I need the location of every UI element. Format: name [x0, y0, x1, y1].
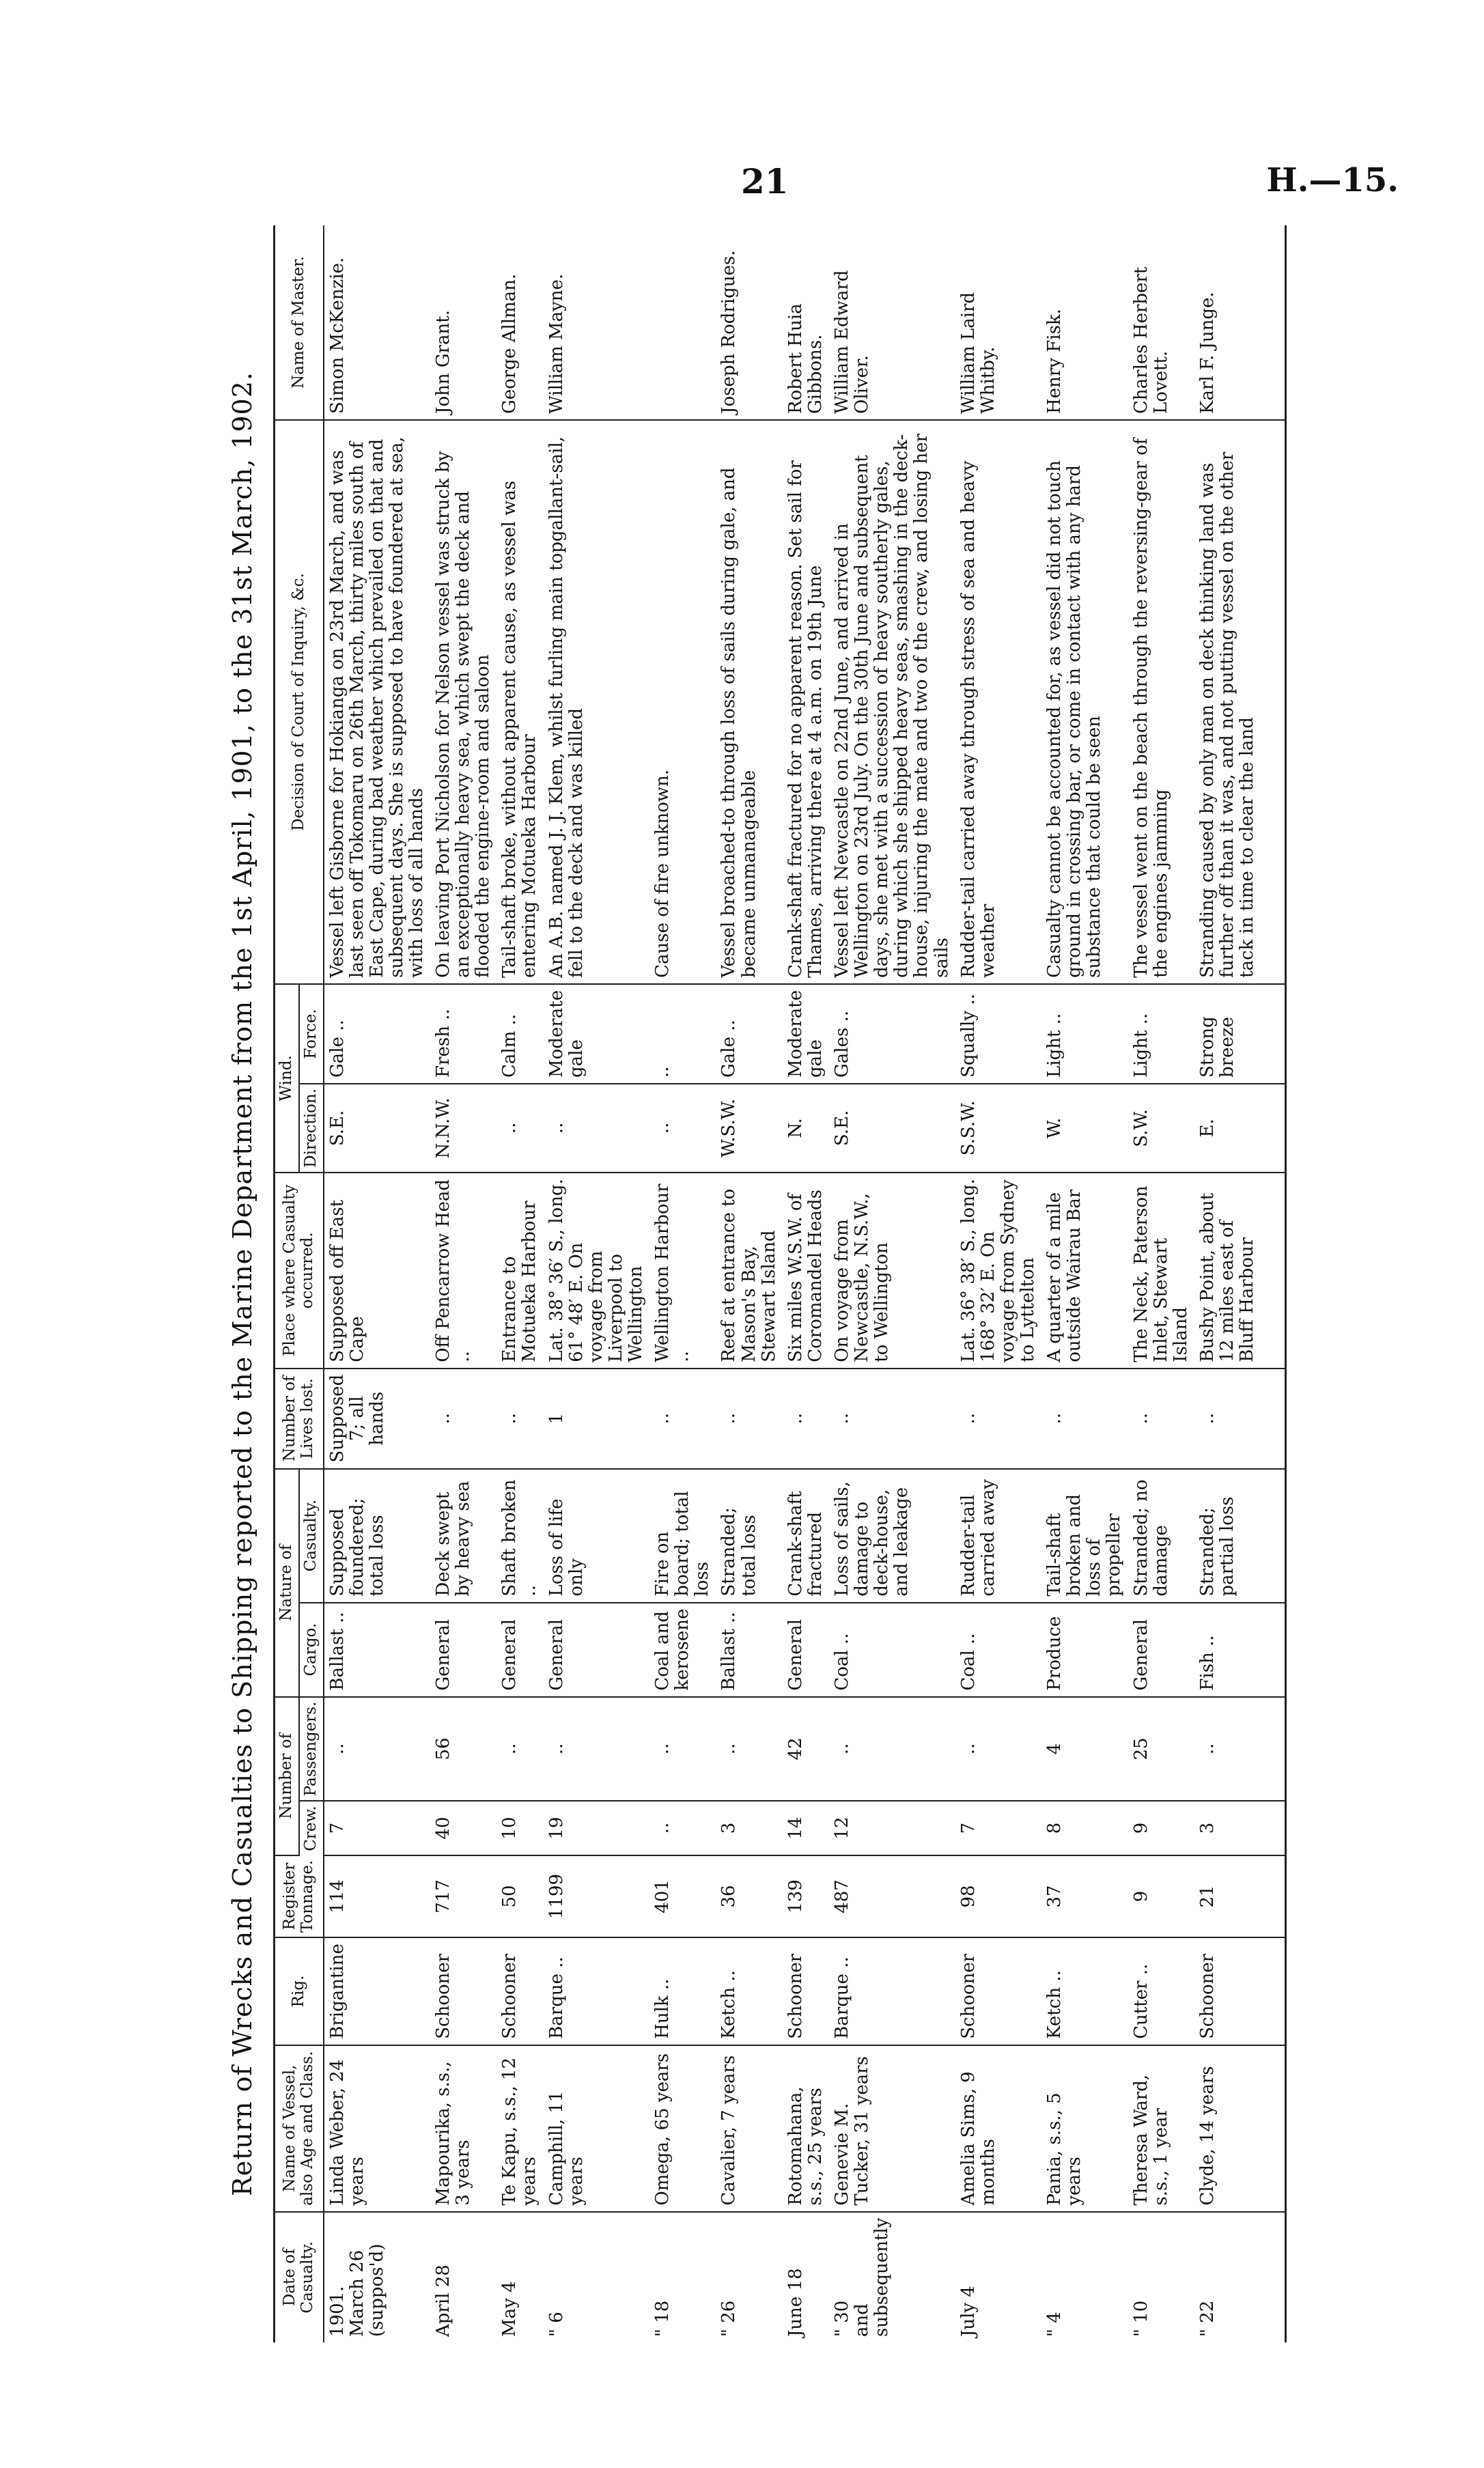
header-wind-direction: Direction. [299, 1084, 324, 1173]
cell-wind-force: Squally .. [955, 984, 1041, 1084]
cell-tonnage: 21 [1194, 1855, 1286, 1937]
cell-date: " 18 [652, 2300, 673, 2337]
cell-date: " 22 [1194, 2212, 1286, 2342]
cell-vessel: Mapourika, s.s., 3 years [430, 2045, 496, 2212]
cell-passengers: 4 [1041, 1697, 1128, 1801]
cell-wind-direction: N.N.W. [430, 1084, 496, 1173]
cell-casualty: Shaft broken .. [496, 1469, 543, 1603]
header-crew: Crew. [299, 1801, 324, 1855]
cell-tonnage: 114 [324, 1855, 431, 1937]
cell-crew: 12 [829, 1801, 955, 1855]
cell-lives-lost: Supposed 7; all hands [324, 1369, 431, 1469]
cell-crew: 7 [324, 1801, 431, 1855]
cell-passengers: 56 [430, 1697, 496, 1801]
cell-cargo: Produce [1041, 1603, 1128, 1697]
cell-passengers: .. [496, 1697, 543, 1801]
cell-casualty: Rudder-tail carried away [955, 1469, 1041, 1603]
cell-lives-lost: .. [716, 1369, 782, 1469]
header-cargo: Cargo. [299, 1603, 324, 1697]
cell-master: Henry Fisk. [1041, 225, 1128, 420]
cell-lives-lost: .. [783, 1369, 829, 1469]
cell-date: " 26 [718, 2300, 740, 2337]
cell-wind-direction: .. [496, 1084, 543, 1173]
cell-casualty: Crank-shaft fractured [783, 1469, 829, 1603]
cell-lives-lost: .. [430, 1369, 496, 1469]
cell-wind-force: Strong breeze [1194, 984, 1286, 1084]
cell-master: Karl F. Junge. [1194, 225, 1286, 420]
cell-casualty: Stranded; no damage [1128, 1469, 1194, 1603]
cell-tonnage: 401 [649, 1855, 716, 1937]
cell-vessel: Clyde, 14 years [1194, 2045, 1286, 2212]
cell-passengers: 25 [1128, 1697, 1194, 1801]
casualty-table [273, 225, 1287, 2342]
header-casualty: Casualty. [299, 1469, 324, 1603]
header-passengers: Passengers. [299, 1697, 324, 1801]
cell-cargo: Coal .. [955, 1603, 1041, 1697]
cell-place: Entrance to Motueka Harbour [496, 1173, 543, 1369]
cell-master: William Laird Whitby. [955, 225, 1041, 420]
header-tonnage: Register Tonnage. [275, 1855, 324, 1937]
cell-rig: Barque .. [829, 1937, 955, 2045]
cell-vessel: Theresa Ward, s.s., 1 year [1128, 2045, 1194, 2212]
cell-cargo: Ballast .. [324, 1603, 431, 1697]
cell-vessel: Pania, s.s., 5 years [1041, 2045, 1128, 2212]
cell-passengers: .. [829, 1697, 955, 1801]
table-row [496, 225, 543, 2342]
cell-rig: Schooner [1194, 1937, 1286, 2045]
cell-wind-force: Light .. [1128, 984, 1194, 1084]
cell-decision: Vessel left Gisborne for Hokianga on 23rd March, and was last seen off Tokomaru on 26th March, thirty miles south of East Cape, during bad weather which prevailed on that and subsequent days. She is supposed to have foundered at sea, with loss of all hands [324, 420, 431, 984]
cell-lives-lost: .. [1194, 1369, 1286, 1469]
cell-crew: 10 [496, 1801, 543, 1855]
cell-cargo: General [430, 1603, 496, 1697]
cell-passengers: .. [955, 1697, 1041, 1801]
cell-crew: 3 [1194, 1801, 1286, 1855]
cell-wind-force: Fresh .. [430, 984, 496, 1084]
cell-casualty: Stranded; partial loss [1194, 1469, 1286, 1603]
cell-tonnage: 98 [955, 1855, 1041, 1937]
cell-wind-force: Gales .. [829, 984, 955, 1084]
cell-wind-direction: W. [1041, 1084, 1128, 1173]
cell-decision: Stranding caused by only man on deck thinking land was further off than it was, and not putting vessel on the other tack in time to clear the land [1194, 420, 1286, 984]
cell-wind-direction: S.S.W. [955, 1084, 1041, 1173]
cell-lives-lost: .. [649, 1369, 716, 1469]
cell-tonnage: 717 [430, 1855, 496, 1937]
rotated-table-region [212, 225, 1400, 2342]
cell-master [649, 225, 716, 420]
cell-place: Lat. 38° 36′ S., long. 61° 48′ E. On voyage from Liverpool to Wellington [544, 1173, 650, 1369]
cell-place: On voyage from Newcastle, N.S.W., to Wellington [829, 1173, 955, 1369]
cell-rig: Schooner [783, 1937, 829, 2045]
cell-decision: Casualty cannot be accounted for, as vessel did not touch ground in crossing bar, or come in contact with any hard substance that could be seen [1041, 420, 1128, 984]
cell-decision: An A.B. named J. J. Klem, whilst furling main topgallant-sail, fell to the deck and was killed [544, 420, 650, 984]
cell-casualty: Stranded; total loss [716, 1469, 782, 1603]
cell-cargo: Coal .. [829, 1603, 955, 1697]
cell-decision: Cause of fire unknown. [649, 420, 716, 984]
cell-casualty: Supposed foundered; total loss [324, 1469, 431, 1603]
cell-casualty: Loss of sails, damage to deck-house, and leakage [829, 1469, 955, 1603]
cell-master: Robert Huia Gibbons. [783, 225, 829, 420]
cell-wind-direction: S.E. [324, 1084, 431, 1173]
cell-crew: .. [649, 1801, 716, 1855]
cell-cargo: General [1128, 1603, 1194, 1697]
cell-wind-force: Moderate gale [544, 984, 650, 1084]
cell-date: " 6 [546, 2312, 567, 2337]
cell-lives-lost: 1 [544, 1369, 650, 1469]
cell-tonnage: 1199 [544, 1855, 650, 1937]
table-row [955, 225, 1041, 2342]
cell-lives-lost: .. [955, 1369, 1041, 1469]
header-number-of: Number of [275, 1697, 299, 1855]
cell-place: The Neck, Paterson Inlet, Stewart Island [1128, 1173, 1194, 1369]
cell-rig: Schooner [430, 1937, 496, 2045]
cell-place: Supposed off East Cape [324, 1173, 431, 1369]
cell-master: Simon McKenzie. [324, 225, 431, 420]
cell-rig: Ketch .. [1041, 1937, 1128, 2045]
cell-casualty: Deck swept by heavy sea [430, 1469, 496, 1603]
cell-crew: 9 [1128, 1801, 1194, 1855]
cell-rig: Barque .. [544, 1937, 650, 2045]
table-row [430, 225, 496, 2342]
cell-passengers: 42 [783, 1697, 829, 1801]
cell-master: John Grant. [430, 225, 496, 420]
cell-decision: On leaving Port Nicholson for Nelson vessel was struck by an exceptionally heavy sea, which swept the deck and flooded the engine-room and saloon [430, 420, 496, 984]
cell-master: William Edward Oliver. [829, 225, 955, 420]
cell-wind-direction: E. [1194, 1084, 1286, 1173]
table-row [1128, 225, 1194, 2342]
cell-vessel: Genevie M. Tucker, 31 years [829, 2045, 955, 2212]
cell-vessel: Cavalier, 7 years [716, 2045, 782, 2212]
cell-vessel: Amelia Sims, 9 months [955, 2045, 1041, 2212]
cell-place: Wellington Harbour .. [649, 1173, 716, 1369]
table-row [716, 225, 782, 2342]
cell-place: Reef at entrance to Mason's Bay, Stewart Island [716, 1173, 782, 1369]
cell-cargo: Coal and kerosene [649, 1603, 716, 1697]
cell-crew: 3 [716, 1801, 782, 1855]
cell-cargo: General [496, 1603, 543, 1697]
cell-vessel: Te Kapu, s.s., 12 years [496, 2045, 543, 2212]
cell-casualty: Fire on board; total loss [649, 1469, 716, 1603]
page-number: 21 [741, 161, 789, 201]
cell-wind-force: .. [649, 984, 716, 1084]
cell-date: April 28 [433, 2264, 454, 2337]
table-row [783, 225, 829, 2342]
cell-rig: Schooner [496, 1937, 543, 2045]
cell-lives-lost: .. [1041, 1369, 1128, 1469]
cell-tonnage: 487 [829, 1855, 955, 1937]
cell-wind-direction: S.W. [1128, 1084, 1194, 1173]
cell-rig: Ketch .. [716, 1937, 782, 2045]
cell-decision: Crank-shaft fractured for no apparent reason. Set sail for Thames, arriving there at 4 a.m. on 19th June [783, 420, 829, 984]
cell-wind-direction: S.E. [829, 1084, 955, 1173]
cell-master: William Mayne. [544, 225, 650, 420]
cell-place: Lat. 36° 38′ S., long. 168° 32′ E. On voyage from Sydney to Lyttelton [955, 1173, 1041, 1369]
cell-lives-lost: .. [1128, 1369, 1194, 1469]
table-title: Return of Wrecks and Casualties to Shipping reported to the Marine Department from the 1st April, 1901, to the 31st March, 1902. [227, 371, 257, 2196]
cell-master: George Allman. [496, 225, 543, 420]
cell-decision: Rudder-tail carried away through stress of sea and heavy weather [955, 420, 1041, 984]
cell-rig: Schooner [955, 1937, 1041, 2045]
cell-wind-force: Moderate gale [783, 984, 829, 1084]
cell-passengers: .. [716, 1697, 782, 1801]
cell-passengers: .. [1194, 1697, 1286, 1801]
cell-lives-lost: .. [829, 1369, 955, 1469]
cell-decision: The vessel went on the beach through the reversing-gear of the engines jamming [1128, 420, 1194, 984]
cell-date: May 4 [499, 2281, 520, 2337]
cell-rig: Cutter .. [1128, 1937, 1194, 2045]
cell-wind-force: Calm .. [496, 984, 543, 1084]
cell-rig: Hulk .. [649, 1937, 716, 2045]
cell-wind-force: Light .. [1041, 984, 1128, 1084]
cell-date: 1901. March 26 (suppos'd) [326, 2243, 387, 2337]
cell-decision: Tail-shaft broke, without apparent cause, as vessel was entering Motueka Harbour [496, 420, 543, 984]
header-place: Place where Casualty occurred. [275, 1173, 324, 1369]
cell-decision: Vessel left Newcastle on 22nd June, and arrived in Wellington on 23rd July. On the 30th June and subsequent days, she met with a succession of heavy southerly gales, during which she shipped heavy seas, smashing in the deck-house, injuring the mate and two of the crew, and losing her sails [829, 420, 955, 984]
header-vessel: Name of Vessel, also Age and Class. [275, 2045, 324, 2212]
cell-crew: 40 [430, 1801, 496, 1855]
cell-cargo: Ballast .. [716, 1603, 782, 1697]
cell-cargo: Fish .. [1194, 1603, 1286, 1697]
cell-wind-direction: .. [544, 1084, 650, 1173]
table-row [1194, 225, 1286, 2342]
cell-tonnage: 37 [1041, 1855, 1128, 1937]
cell-date: " 10 [1130, 2300, 1151, 2337]
header-decision: Decision of Court of Inquiry, &c. [275, 420, 324, 984]
cell-wind-force: Gale .. [324, 984, 431, 1084]
cell-wind-direction: W.S.W. [716, 1084, 782, 1173]
cell-casualty: Loss of life only [544, 1469, 650, 1603]
cell-tonnage: 139 [783, 1855, 829, 1937]
header-master: Name of Master. [275, 225, 324, 420]
cell-crew: 7 [955, 1801, 1041, 1855]
cell-master: Charles Herbert Lovett. [1128, 225, 1194, 420]
cell-passengers: .. [324, 1697, 431, 1801]
header-date: Date of Casualty. [275, 2212, 324, 2342]
header-lives-lost: Number of Lives lost. [275, 1369, 324, 1469]
cell-wind-direction: .. [649, 1084, 716, 1173]
header-wind: Wind. [275, 984, 299, 1173]
table-row [649, 225, 716, 2342]
header-nature-of: Nature of [275, 1469, 299, 1697]
cell-vessel: Linda Weber, 24 years [324, 2045, 431, 2212]
cell-vessel: Rotomahana, s.s., 25 years [783, 2045, 829, 2212]
cell-date: June 18 [785, 2268, 806, 2337]
cell-place: A quarter of a mile outside Wairau Bar [1041, 1173, 1128, 1369]
cell-casualty: Tail-shaft broken and loss of propeller [1041, 1469, 1128, 1603]
cell-date: " 4 [1044, 2312, 1065, 2337]
table-row [1041, 225, 1128, 2342]
cell-date: July 4 [957, 2286, 979, 2337]
header-wind-force: Force. [299, 984, 324, 1084]
table-row [829, 225, 955, 2342]
cell-cargo: General [783, 1603, 829, 1697]
cell-master: Joseph Rodrigues. [716, 225, 782, 420]
cell-crew: 8 [1041, 1801, 1128, 1855]
cell-cargo: General [544, 1603, 650, 1697]
cell-place: Bushy Point, about 12 miles east of Bluff Harbour [1194, 1173, 1286, 1369]
cell-crew: 19 [544, 1801, 650, 1855]
cell-tonnage: 9 [1128, 1855, 1194, 1937]
document-reference: H.—15. [1266, 161, 1399, 199]
cell-rig: Brigantine [324, 1937, 431, 2045]
cell-vessel: Omega, 65 years [649, 2045, 716, 2212]
cell-wind-direction: N. [783, 1084, 829, 1173]
cell-passengers: .. [649, 1697, 716, 1801]
table-row [324, 225, 431, 2342]
cell-crew: 14 [783, 1801, 829, 1855]
cell-place: Off Pencarrow Head .. [430, 1173, 496, 1369]
cell-vessel: Camphill, 11 years [544, 2045, 650, 2212]
cell-tonnage: 50 [496, 1855, 543, 1937]
cell-wind-force: Gale .. [716, 984, 782, 1084]
cell-passengers: .. [544, 1697, 650, 1801]
cell-place: Six miles W.S.W. of Coromandel Heads [783, 1173, 829, 1369]
cell-decision: Vessel broached-to through loss of sails during gale, and became unmanageable [716, 420, 782, 984]
header-rig: Rig. [275, 1937, 324, 2045]
cell-lives-lost: .. [496, 1369, 543, 1469]
cell-date: " 30 and subsequently [832, 2217, 893, 2337]
cell-tonnage: 36 [716, 1855, 782, 1937]
table-row [544, 225, 650, 2342]
